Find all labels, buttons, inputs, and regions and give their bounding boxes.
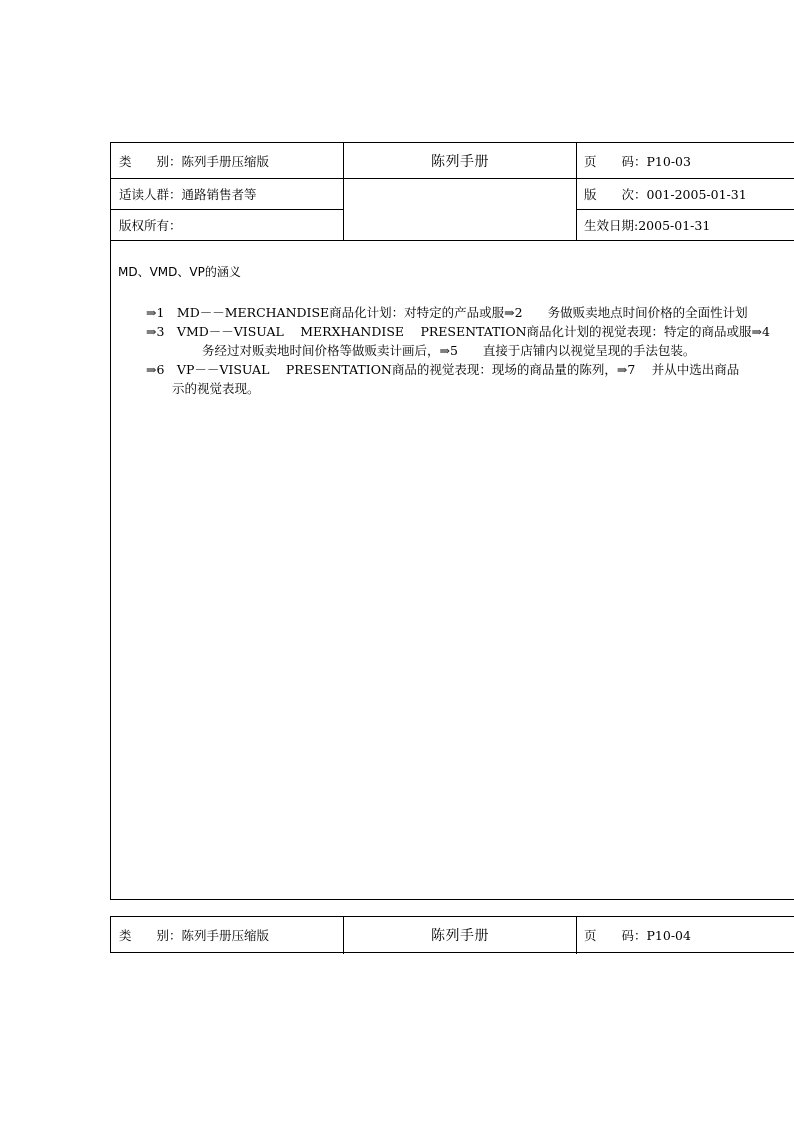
header-divider [576, 143, 577, 240]
readers-label: 适读人群：通路销售者等 [119, 187, 257, 202]
header-divider [576, 917, 577, 954]
category-label: 类 别：陈列手册压缩版 [119, 153, 270, 169]
body-line: ⇒3 VMD－－VISUAL MERXHANDISE PRESENTATION商品化计划的视觉表现：特定的商品或服⇒4 [146, 324, 770, 339]
copyright-label: 版权所有： [119, 218, 182, 233]
document-title: 陈列手册 [431, 153, 489, 170]
page-number-label: 页 码：P10-04 [584, 927, 691, 943]
page-number-label: 页 码：P10-03 [584, 153, 691, 169]
document-title: 陈列手册 [431, 927, 489, 944]
body-line: ⇒1 MD－－MERCHANDISE商品化计划：对特定的产品或服⇒2 务做贩卖地点时间价格的全面性计划 [146, 305, 748, 320]
version-label: 版 次：001-2005-01-31 [584, 187, 747, 202]
effective-date-label: 生效日期:2005-01-31 [584, 218, 711, 233]
category-label: 类 别：陈列手册压缩版 [119, 927, 270, 943]
body-line: 务经过对贩卖地时间价格等做贩卖计画后，⇒5 直接于店铺内以视觉呈现的手法包装。 [202, 343, 696, 358]
body-line: 示的视觉表现。 [172, 381, 260, 396]
document-page [110, 142, 794, 900]
section-title: MD、VMD、VP的涵义 [118, 265, 241, 279]
header-divider [111, 240, 794, 241]
body-line: ⇒6 VP－－VISUAL PRESENTATION商品的视觉表现：现场的商品量的陈列，⇒7 并从中选出商品 [146, 362, 740, 377]
next-page-header [110, 916, 794, 953]
